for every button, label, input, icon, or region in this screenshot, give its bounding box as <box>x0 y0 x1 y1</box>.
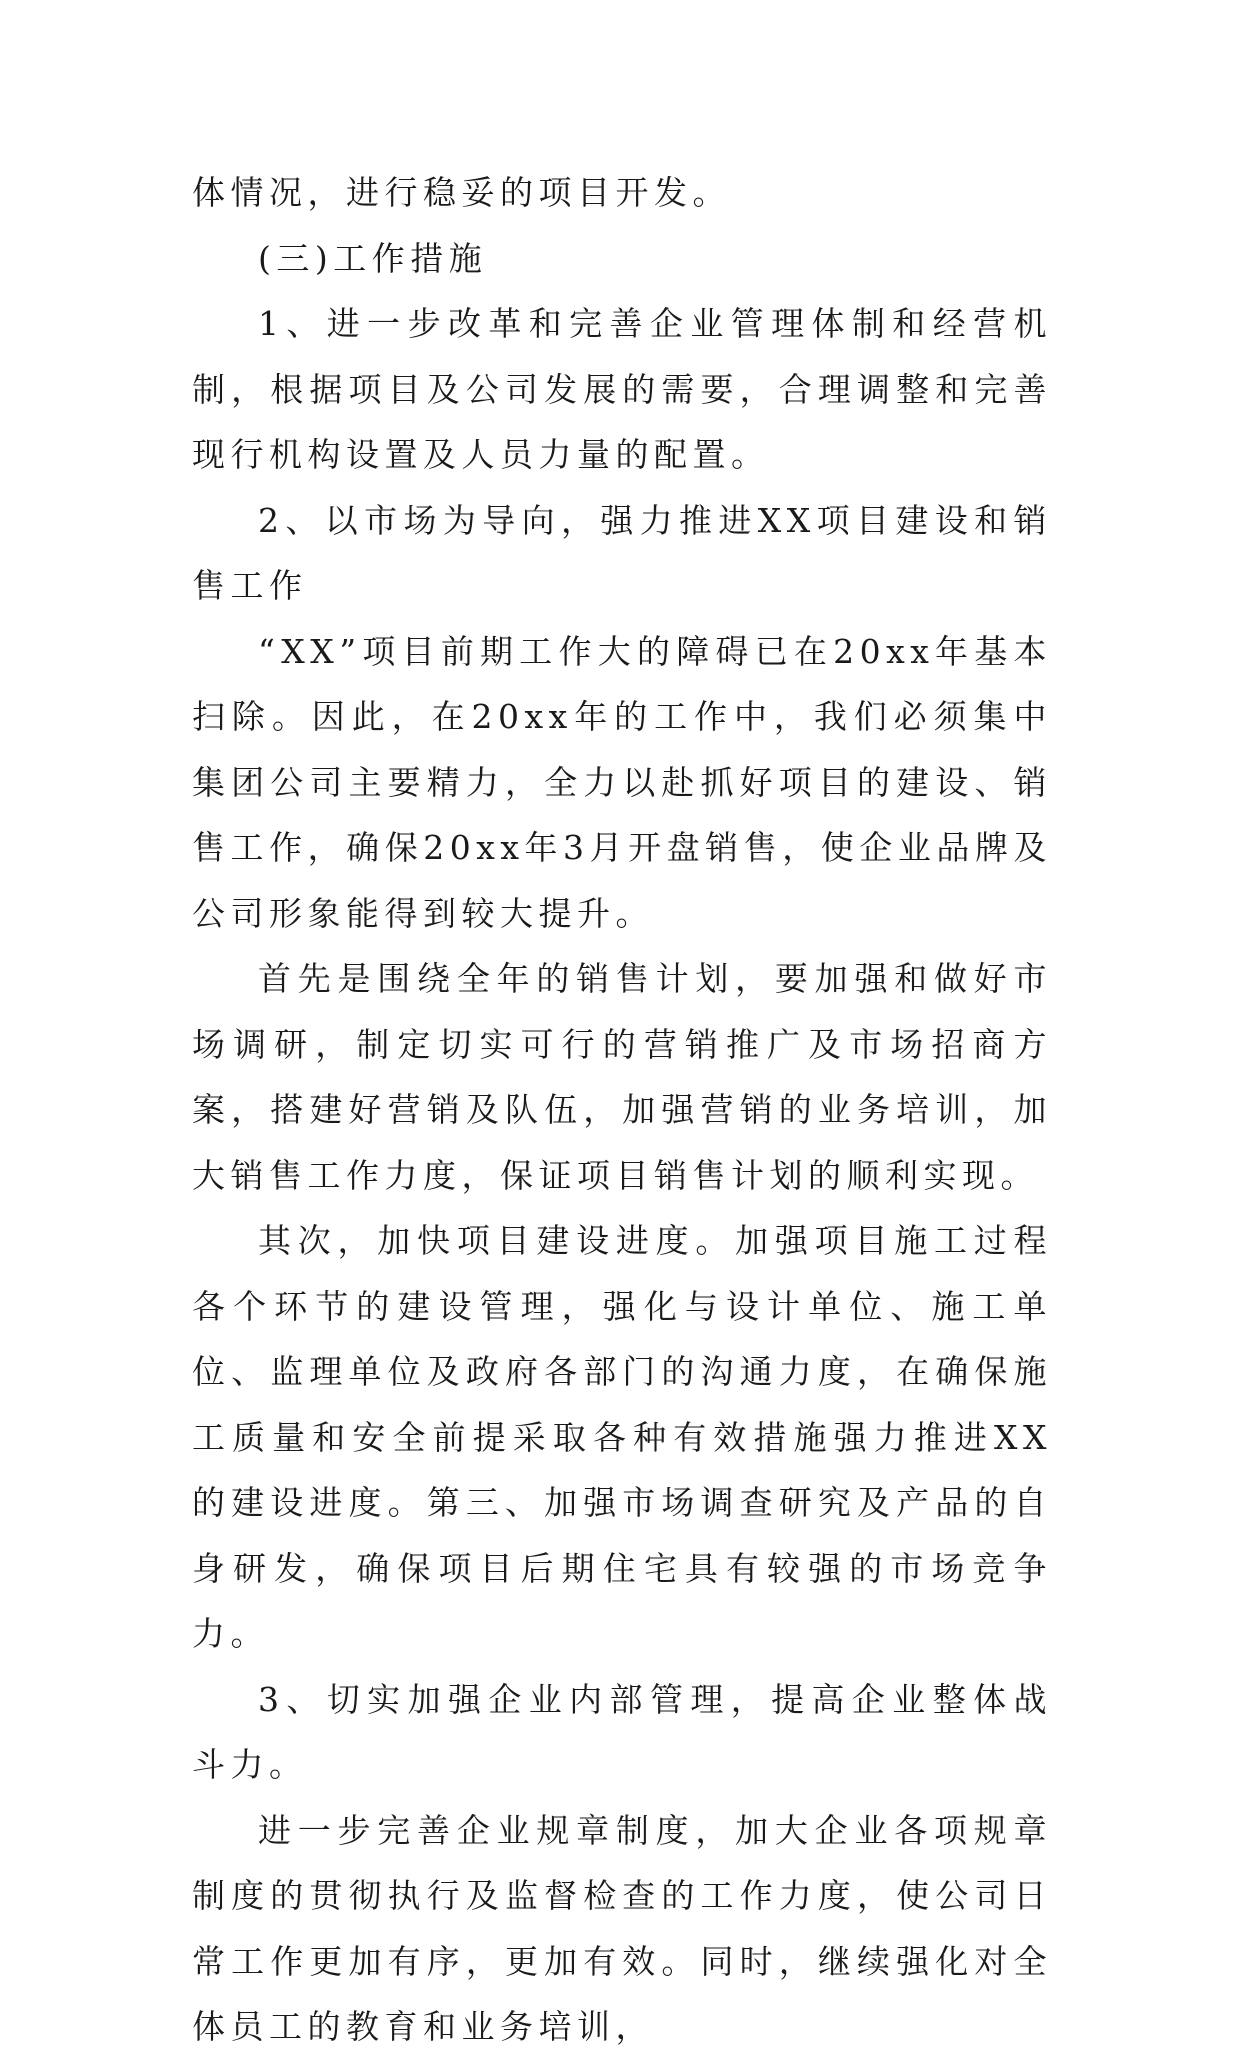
document-body <box>192 160 1052 2060</box>
paragraph-continuation: 体情况，进行稳妥的项目开发。 <box>192 173 731 212</box>
paragraph-item-3-heading: 3、切实加强企业内部管理，提高企业整体战斗力。 <box>192 1679 1052 1784</box>
paragraph-sales-plan: 首先是围绕全年的销售计划，要加强和做好市场调研，制定切实可行的营销推广及市场招商方案，搭建好营销及队伍，加强营销的业务培训，加大销售工作力度，保证项目销售计划的顺利实现。 <box>192 959 1052 1195</box>
paragraph-construction-progress: 其次，加快项目建设进度。加强项目施工过程各个环节的建设管理，强化与设计单位、施工单位、监理单位及政府各部门的沟通力度，在确保施工质量和安全前提采取各种有效措施强力推进XX的建设进度。第三、加强市场调查研究及产品的自身研发，确保项目后期住宅具有较强的市场竞争力。 <box>192 1221 1052 1653</box>
paragraph-project-status: “XX”项目前期工作大的障碍已在20xx年基本扫除。因此，在20xx年的工作中，我们必须集中集团公司主要精力，全力以赴抓好项目的建设、销售工作，确保20xx年3月开盘销售，使企业品牌及公司形象能得到较大提升。 <box>192 631 1052 933</box>
section-heading-work-measures: (三)工作措施 <box>258 238 488 278</box>
paragraph-internal-management: 进一步完善企业规章制度，加大企业各项规章制度的贯彻执行及监督检查的工作力度，使公司日常工作更加有序，更加有效。同时，继续强化对全体员工的教育和业务培训， <box>192 1810 1052 2046</box>
paragraph-item-1: 1、进一步改革和完善企业管理体制和经营机制，根据项目及公司发展的需要，合理调整和完善现行机构设置及人员力量的配置。 <box>192 304 1052 474</box>
paragraph-item-2-heading: 2、以市场为导向，强力推进XX项目建设和销售工作 <box>192 500 1052 605</box>
